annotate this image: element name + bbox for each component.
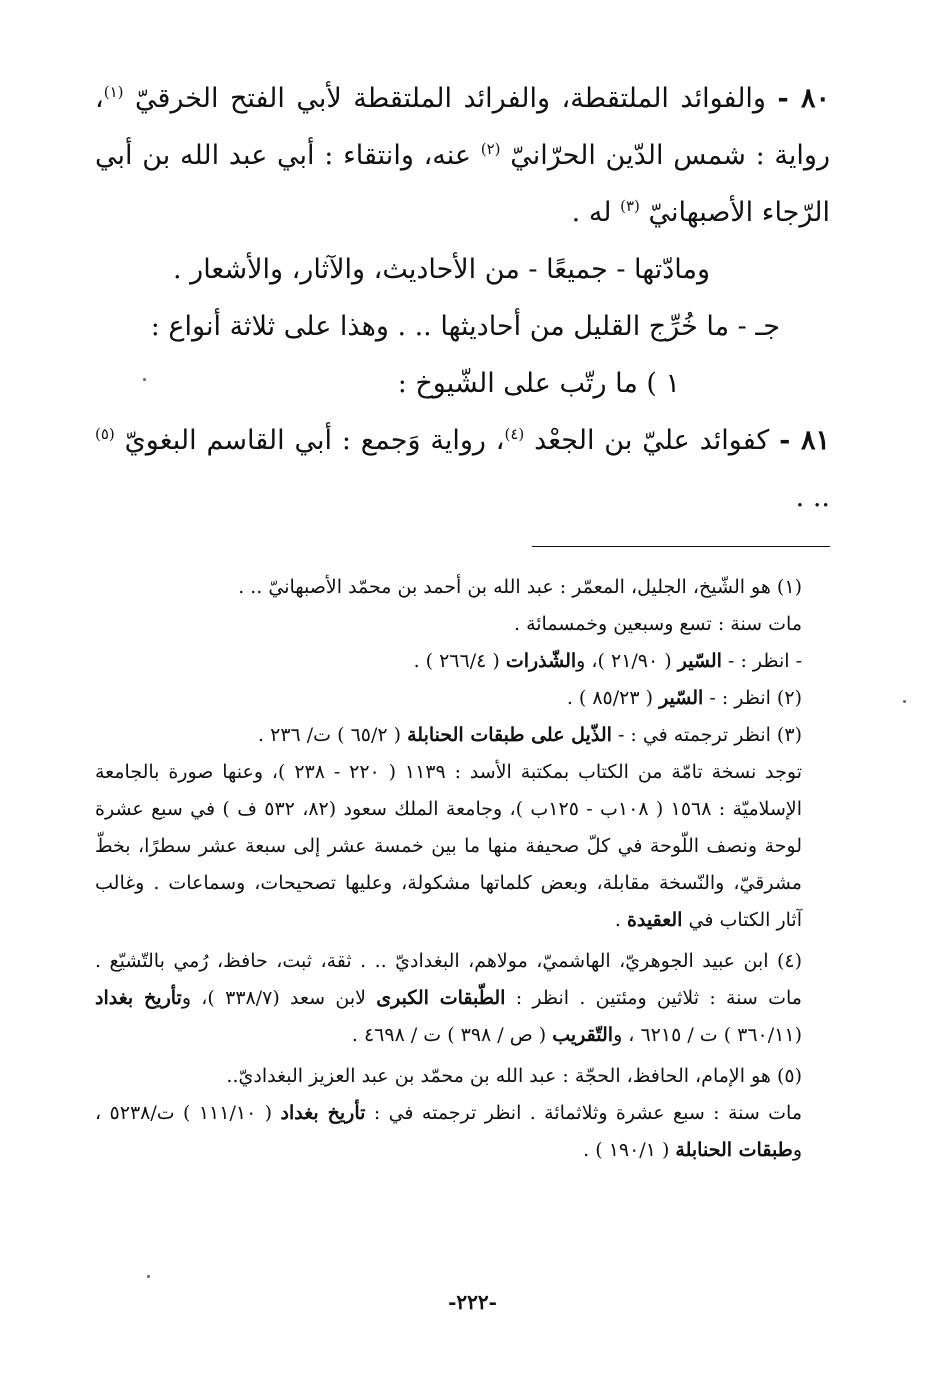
footnote-3-dhayl: الذّيل على طبقات الحنابلة <box>407 724 612 746</box>
footnote-1-line-3 <box>95 643 830 680</box>
item-80 <box>95 70 830 241</box>
footnote-4-taqrib-ref: ( ص / ٣٩٨ ) ت / ٤٦٩٨ . <box>351 1024 547 1046</box>
footnote-1-shadharat: الشّذرات <box>505 650 577 672</box>
footnote-ref-5: (٥) <box>95 425 115 443</box>
footnote-ref-4: (٤) <box>504 425 525 443</box>
footnote-1-line-1: (١) هو الشّيخ، الجليل، المعمّر : عبد الله بن أحمد بن محمّد الأصبهانيّ .. . <box>238 576 802 598</box>
main-text <box>95 70 830 526</box>
footnote-1-siyar-ref: ( ٢١/٩٠ )، و <box>576 650 672 672</box>
book-page <box>95 70 830 1169</box>
footnote-separator <box>532 546 830 547</box>
footnote-ref-1: (١) <box>103 83 124 101</box>
footnote-4-tabaqat-ref: لابن سعد (٣٣٨/٧ )، و <box>181 987 366 1009</box>
item-80-end: له . <box>571 197 612 228</box>
footnote-5-body <box>95 1095 830 1169</box>
footnote-5-text: مات سنة : سبع عشرة وثلاثمائة . انظر ترجمته في : <box>373 1102 803 1124</box>
footnote-1-siyar: السّير <box>677 650 722 672</box>
footnote-5-tabaqat-ref: ( ١٩٠/١ ) . <box>583 1139 670 1161</box>
item-80-title: والفوائد الملتقطة، والفرائد الملتقطة لأبي الفتح الخرقيّ <box>135 83 766 114</box>
item-80-selection: عنه، وانتقاء : أبي عبد الله بن أبي الرّجاء الأصبهانيّ <box>95 140 830 228</box>
scan-speck <box>147 1275 150 1278</box>
footnote-2-siyar: السّير <box>659 687 704 709</box>
jim-line: جـ - ما خُرِّج القليل من أحاديثها .. . وهذا على ثلاثة أنواع : <box>150 311 780 342</box>
material-line: ومادّتها - جميعًا - من الأحاديث، والآثار، والأشعار . <box>172 254 710 285</box>
footnote-3-aqida: العقيدة <box>626 909 683 931</box>
item-81-number: ٨١ - <box>779 425 830 456</box>
footnote-1-line-2: مات سنة : تسع وسبعين وخمسمائة . <box>513 613 802 635</box>
footnote-5-tarikh-ref: ( ١١١/١٠ ) ت/٥٢٣٨ ، و <box>95 1102 802 1161</box>
type-one-line: ١ ) ما رتّب على الشّيوخ : <box>397 368 680 399</box>
footnote-4-tabaqat: الطّبقات الكبرى <box>376 987 506 1009</box>
footnote-3-text: توجد نسخة تامّة من الكتاب بمكتبة الأسد : ١١٣٩ ( ٢٢٠ - ٢٣٨ )، وعنها صورة بالجامعة الإسلاميّة : ١٥٦٨ ( ١٠٨ب - ١٢٥ب )، وجامعة الملك سعود (٨٢، ٥٣٢ ف ) في سبع عشرة لوحة ونصف اللّوحة في كلّ صحيفة منها ما بين خمسة عشر إلى سبعة عشر سطرًا، بخطّ مشرقيّ، والنّسخة مقابلة، وبعض كلماتها مشكولة، وعليها تصحيحات، وسماعات . وغالب آثار الكتاب في <box>95 761 803 931</box>
page-number: -٢٢٢- <box>448 1290 497 1314</box>
footnote-3-end: . <box>614 909 621 931</box>
footnote-2-see: (٢) انظر : - <box>709 687 802 709</box>
item-81 <box>95 412 830 526</box>
item-80-narration: ، رواية : شمس الدّين الحرّانيّ <box>95 83 830 171</box>
scan-speck <box>143 378 146 381</box>
footnote-1-see: - انظر : - <box>728 650 802 672</box>
footnote-2 <box>95 680 830 717</box>
item-81-narration: ، رواية وَجمع : أبي القاسم البغويّ <box>124 425 505 456</box>
item-81-title: كفوائد عليّ بن الجعْد <box>534 425 770 456</box>
footnote-4-tarikh: تأريخ بغداد <box>95 987 182 1009</box>
footnote-4-taqrib: التّقريب <box>552 1024 614 1046</box>
item-80-number: ٨٠ - <box>777 83 830 114</box>
footnotes <box>95 569 830 1169</box>
footnote-3-body <box>95 754 830 939</box>
footnote-4-tarikh-ref: (٣٦٠/١١ ) ت / ٦٢١٥ ، و <box>613 1024 802 1046</box>
item-81-end: .. . <box>795 482 830 513</box>
footnote-ref-3: (٣) <box>620 197 640 215</box>
footnote-5-line-1: (٥) هو الإمام، الحافظ، الحجّة : عبد الله بن محمّد بن عبد العزيز البغداديّ.. <box>226 1065 802 1087</box>
footnote-5-tabaqat: طبقات الحنابلة <box>675 1139 793 1161</box>
footnote-4 <box>95 943 830 1054</box>
footnote-3-head <box>95 717 830 754</box>
footnote-ref-2: (٢) <box>480 140 501 158</box>
footnote-1-shadharat-ref: ( ٢٦٦/٤ ) . <box>413 650 500 672</box>
footnote-2-ref: ( ٨٥/٢٣ ) . <box>566 687 654 709</box>
scan-speck <box>903 700 906 703</box>
footnote-4-text: (٤) ابن عبيد الجوهريّ، الهاشميّ، مولاهم، البغداديّ .. . ثقة، ثبت، حافظ، رُمي بالتّشيّع . مات سنة : ثلاثين ومئتين . انظر : <box>95 950 802 1009</box>
footnote-5-tarikh: تأريخ بغداد <box>280 1102 366 1124</box>
footnote-3-ref: ( ٦٥/٢ ) ت/ ٢٣٦ . <box>258 724 402 746</box>
footnote-3-see: (٣) انظر ترجمته في : - <box>617 724 802 746</box>
